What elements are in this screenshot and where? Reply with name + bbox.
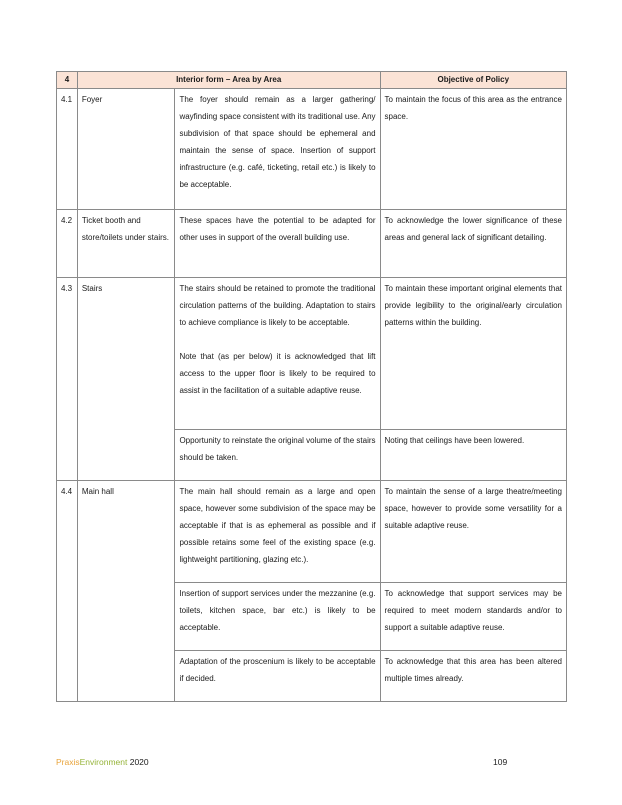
row-objective: To acknowledge that support services may be required to meet modern standards and/or to support a suitable adaptive reuse. [380, 583, 566, 651]
row-description-part: Note that (as per below) it is acknowledged that lift access to the upper floor is likely to be required to assist in the facilitation of a suitable adaptive reuse. [179, 352, 376, 395]
header-number: 4 [57, 72, 78, 89]
table-row [57, 210, 567, 278]
row-description: Insertion of support services under the mezzanine (e.g. toilets, kitchen space, bar etc.) is likely to be acceptable. [175, 583, 380, 651]
row-description-part: The stairs should be retained to promote the traditional circulation patterns of the building. Adaptation to stairs to achieve compliance is likely to be acceptable. [179, 284, 376, 327]
row-objective: To maintain the focus of this area as the entrance space. [380, 89, 566, 210]
row-area: Main hall [77, 481, 175, 702]
policy-table [56, 71, 567, 702]
page-number: 109 [493, 757, 508, 767]
table-header-row [57, 72, 567, 89]
header-area: Interior form – Area by Area [77, 72, 380, 89]
row-description: The foyer should remain as a larger gathering/ wayfinding space consistent with its traditional use. Any subdivision of that space should be ephemeral and maintain the sense of space. Insertion of support infrastructure (e.g. café, ticketing, retail etc.) is likely to be acceptable. [175, 89, 380, 210]
footer-year: 2020 [129, 757, 149, 767]
row-objective: Noting that ceilings have been lowered. [380, 430, 566, 481]
row-area: Stairs [77, 278, 175, 481]
table-row [57, 278, 567, 430]
brand-environment: Environment [79, 757, 128, 767]
row-objective: To maintain the sense of a large theatre/meeting space, however to provide some versatility for a suitable adaptive reuse. [380, 481, 566, 583]
row-description: The main hall should remain as a large and open space, however some subdivision of the space may be acceptable if that is as ephemeral as possible and if possible retains some feel of the existing space (e.g. lightweight partitioning, glazing etc.). [175, 481, 380, 583]
brand-praxis: Praxis [56, 757, 80, 767]
row-number: 4.2 [57, 210, 78, 278]
table-row [57, 89, 567, 210]
table-row [57, 481, 567, 583]
row-objective: To acknowledge that this area has been altered multiple times already. [380, 651, 566, 702]
row-area: Foyer [77, 89, 175, 210]
row-description [175, 278, 380, 430]
row-objective: To maintain these important original elements that provide legibility to the original/early circulation patterns within the building. [380, 278, 566, 430]
row-description: Adaptation of the proscenium is likely to be acceptable if decided. [175, 651, 380, 702]
row-description: These spaces have the potential to be adapted for other uses in support of the overall building use. [175, 210, 380, 278]
header-objective: Objective of Policy [380, 72, 566, 89]
row-number: 4.3 [57, 278, 78, 481]
row-number: 4.4 [57, 481, 78, 702]
footer-brand [56, 757, 149, 767]
row-objective: To acknowledge the lower significance of these areas and general lack of significant detailing. [380, 210, 566, 278]
row-number: 4.1 [57, 89, 78, 210]
row-area: Ticket booth and store/toilets under stairs. [77, 210, 175, 278]
row-description: Opportunity to reinstate the original volume of the stairs should be taken. [175, 430, 380, 481]
